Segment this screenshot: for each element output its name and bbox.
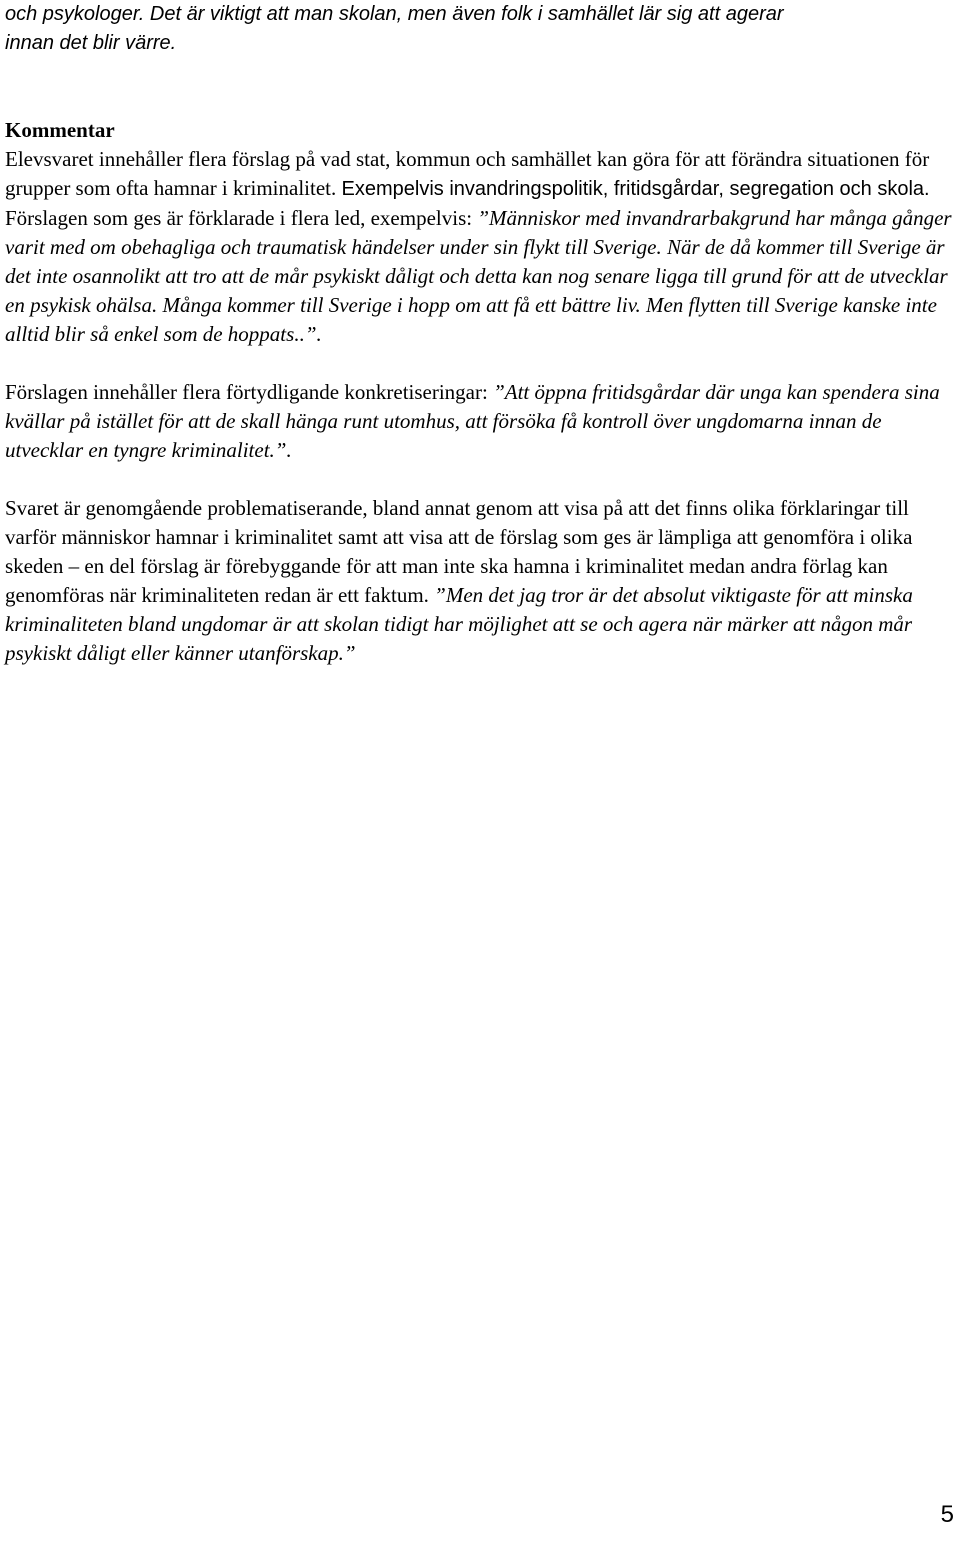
paragraph-3-text: Svaret är genomgående problematiserande, bland annat genom att visa på att det finns olika förklaringar till varför människor hamnar i kriminalitet samt att visa att de förslag som ges är lämpliga att genomföra i olika skeden – en del förslag är förebyggande för att man inte ska hamna i kriminalitet medan andra förlag kan genomföras när kriminaliteten redan är ett faktum.: [5, 496, 913, 607]
paragraph-concretizations: [5, 378, 955, 465]
spacer: [5, 349, 955, 378]
intro-line-1: och psykologer. Det är viktigt att man skolan, men även folk i samhället lär sig att agerar: [5, 3, 784, 25]
comment-quote-1: ”Människor med invandrarbakgrund har många gånger varit med om obehagliga och traumatisk händelser under sin flykt till Sverige. När de då kommer till Sverige är det inte osannolikt att tro att de mår psykiskt dåligt och detta kan nog senare ligga till grund för att de utvecklar en psykisk ohälsa. Många kommer till Sverige i hopp om att få ett bättre liv. Men flytten till Sverige kanske inte alltid blir så enkel som de hoppats..”.: [5, 206, 952, 346]
spacer: [5, 465, 955, 494]
comment-text-a: Elevsvaret innehåller flera förslag på vad stat, kommun och samhället kan göra för att förändra situationen för grupper som ofta hamnar i kriminalitet.: [5, 147, 930, 200]
paragraph-2-text: Förslagen innehåller flera förtydligande konkretiseringar:: [5, 380, 494, 404]
comment-text-c: Förslagen som ges är förklarade i flera led, exempelvis:: [5, 206, 478, 230]
comment-quote-2: ”Att öppna fritidsgårdar där unga kan spendera sina kvällar på istället för att de skall hänga runt utomhus, att försöka få kontroll över ungdomarna innan de utvecklar en tyngre kriminalitet.”.: [5, 380, 940, 462]
spacer: [5, 58, 955, 116]
page-number: 5: [940, 1501, 954, 1528]
intro-line-2: innan det blir värre.: [5, 32, 177, 54]
intro-paragraph: [5, 0, 955, 58]
paragraph-problematizing: [5, 494, 955, 668]
comment-heading: Kommentar: [5, 118, 115, 142]
comment-text-b: Exempelvis invandringspolitik, fritidsgårdar, segregation och skola.: [341, 178, 930, 200]
comment-quote-3: ”Men det jag tror är det absolut viktigaste för att minska kriminaliteten bland ungdomar är att skolan tidigt har möjlighet att se och agera när märker att någon mår psykiskt dåligt eller känner utanförskap.”: [5, 583, 913, 665]
comment-section: [5, 116, 955, 349]
document-page: [5, 0, 955, 668]
